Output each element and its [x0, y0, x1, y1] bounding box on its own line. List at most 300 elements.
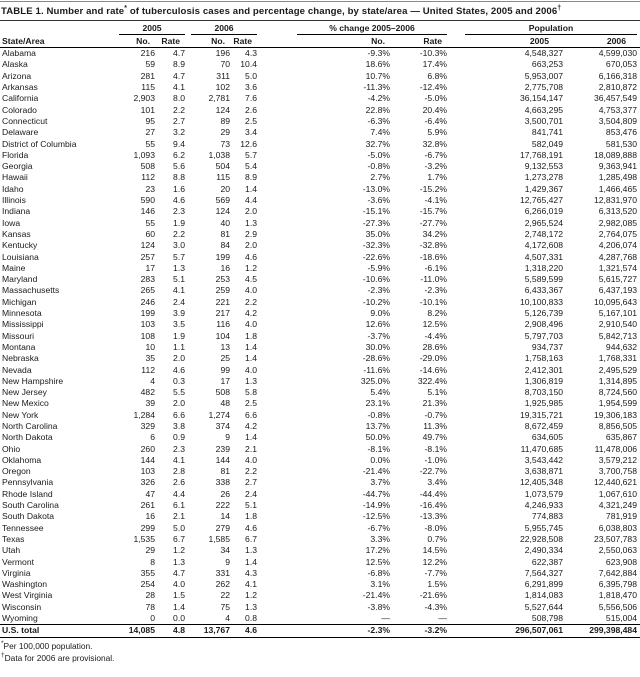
state-cell: Texas: [2, 533, 25, 544]
value-cell: 4.6: [245, 251, 257, 262]
table-row: [0, 421, 640, 432]
value-cell: -7.7%: [424, 567, 447, 578]
state-cell: Delaware: [2, 127, 39, 138]
value-cell: 3.7%: [370, 477, 390, 488]
value-cell: 4,548,327: [524, 48, 563, 59]
value-cell: 95: [145, 115, 155, 126]
col-header-rate-change: Rate: [390, 35, 447, 48]
table-header: [0, 21, 640, 48]
value-cell: 299,398,484: [563, 625, 640, 637]
value-cell: 239: [215, 443, 230, 454]
value-cell: 102: [215, 82, 230, 93]
value-cell: 16: [220, 262, 230, 273]
value-cell: 4.0: [173, 579, 185, 590]
table-row: [0, 127, 640, 138]
table-row: [0, 590, 640, 601]
value-cell: 5.0: [173, 522, 185, 533]
value-cell: 11,478,006: [594, 443, 637, 454]
value-cell: -1.0%: [424, 454, 447, 465]
value-cell: 0.7%: [427, 533, 447, 544]
state-cell: Arkansas: [2, 82, 38, 93]
col-header-no-change: No.: [257, 35, 390, 48]
value-cell: 116: [216, 319, 230, 330]
value-cell: 48: [220, 398, 230, 409]
state-cell: Kentucky: [2, 240, 38, 251]
value-cell: -18.6%: [419, 251, 447, 262]
value-cell: 29: [145, 545, 155, 556]
table-row: [0, 150, 640, 161]
group-header-spacer: [0, 21, 112, 35]
value-cell: 2.0: [245, 206, 257, 217]
state-cell: Nebraska: [2, 353, 39, 364]
value-cell: 14,085: [112, 625, 155, 637]
value-cell: 1,285,498: [598, 172, 637, 183]
value-cell: -8.0%: [424, 522, 447, 533]
state-cell: Pennsylvania: [2, 477, 54, 488]
value-cell: 112: [141, 172, 155, 183]
value-cell: 1,306,819: [524, 375, 563, 386]
state-cell: West Virginia: [2, 590, 53, 601]
value-cell: 4.2: [245, 420, 257, 431]
value-cell: -27.7%: [419, 217, 447, 228]
value-cell: 10,095,643: [593, 296, 637, 307]
value-cell: -6.4%: [424, 115, 447, 126]
value-cell: -3.2%: [424, 161, 447, 172]
state-cell: North Dakota: [2, 432, 53, 443]
value-cell: 217: [215, 308, 230, 319]
value-cell: 515,004: [605, 613, 637, 624]
value-cell: 8: [150, 556, 155, 567]
state-cell: Missouri: [2, 330, 34, 341]
value-cell: 17.2%: [365, 545, 390, 556]
value-cell: 3.9: [173, 308, 185, 319]
value-cell: 75: [220, 601, 230, 612]
value-cell: 9,132,553: [524, 161, 563, 172]
value-cell: 590: [140, 195, 155, 206]
value-cell: 4,206,074: [598, 240, 637, 251]
value-cell: 78: [145, 601, 155, 612]
value-cell: 3.1%: [370, 579, 390, 590]
value-cell: -44.7%: [362, 488, 390, 499]
value-cell: 2.0: [173, 398, 185, 409]
value-cell: 28: [145, 590, 155, 601]
state-cell: U.S. total: [0, 625, 112, 637]
table-row: [0, 489, 640, 500]
footnote-rate-symbol: *: [1, 639, 4, 647]
table-row: [0, 195, 640, 206]
state-cell: Massachusetts: [2, 285, 60, 296]
state-cell: Montana: [2, 341, 36, 352]
value-cell: 1.2: [173, 545, 185, 556]
value-cell: -8.1%: [424, 443, 447, 454]
value-cell: 0.3: [173, 375, 185, 386]
value-cell: -22.7%: [419, 466, 447, 477]
value-cell: —: [381, 613, 390, 624]
value-cell: 1.5%: [427, 579, 447, 590]
value-cell: 0.9: [173, 432, 185, 443]
value-cell: 4.1: [245, 579, 257, 590]
table-row: [0, 613, 640, 625]
value-cell: 338: [215, 477, 230, 488]
value-cell: 4.1: [173, 285, 185, 296]
value-cell: 81: [220, 228, 230, 239]
value-cell: 4.2: [245, 308, 257, 319]
value-cell: 8.8: [173, 172, 185, 183]
value-cell: 2.2: [245, 296, 257, 307]
value-cell: 3,700,758: [598, 466, 637, 477]
table-row: [0, 444, 640, 455]
value-cell: 2.4: [245, 488, 257, 499]
value-cell: 3,579,212: [598, 454, 637, 465]
value-cell: 281: [140, 70, 155, 81]
table-row: [0, 184, 640, 195]
value-cell: -0.8%: [367, 409, 390, 420]
state-cell: Idaho: [2, 183, 24, 194]
value-cell: 634,605: [531, 432, 563, 443]
value-cell: 2.7: [245, 477, 257, 488]
value-cell: 17,768,191: [519, 149, 563, 160]
state-cell: California: [2, 93, 39, 104]
value-cell: 2,412,301: [524, 364, 563, 375]
value-cell: 5,955,745: [524, 522, 563, 533]
value-cell: -2.3%: [424, 285, 447, 296]
value-cell: 1.3: [245, 217, 257, 228]
table-body: [0, 48, 640, 637]
value-cell: 279: [215, 522, 230, 533]
value-cell: 13: [220, 341, 230, 352]
table-row: [0, 229, 640, 240]
value-cell: 4.7: [173, 48, 185, 59]
table-row: [0, 342, 640, 353]
value-cell: 1.6: [173, 183, 185, 194]
value-cell: 7.4%: [370, 127, 390, 138]
value-cell: 1.7%: [427, 172, 447, 183]
value-cell: 4.6: [245, 522, 257, 533]
value-cell: 4: [150, 375, 155, 386]
value-cell: 2.6: [173, 477, 185, 488]
state-cell: Alabama: [2, 48, 36, 59]
value-cell: 0.0%: [370, 454, 390, 465]
value-cell: 6,266,019: [524, 206, 563, 217]
value-cell: 10.4: [240, 59, 257, 70]
value-cell: -4.1%: [424, 195, 447, 206]
table-row: [0, 240, 640, 251]
value-cell: 670,053: [605, 59, 637, 70]
value-cell: 1,318,220: [524, 262, 563, 273]
value-cell: 4.4: [245, 195, 257, 206]
value-cell: 622,387: [531, 556, 563, 567]
value-cell: 34.2%: [422, 228, 447, 239]
state-cell: New Jersey: [2, 387, 47, 398]
value-cell: 12.6: [240, 138, 257, 149]
value-cell: 5.5: [173, 387, 185, 398]
value-cell: 5,527,644: [524, 601, 563, 612]
value-cell: 13,767: [185, 625, 230, 637]
table-row: [0, 71, 640, 82]
table-row: [0, 308, 640, 319]
value-cell: 5.1: [245, 500, 257, 511]
state-cell: Hawaii: [2, 172, 28, 183]
table-row: [0, 523, 640, 534]
state-cell: New Hampshire: [2, 375, 64, 386]
value-cell: -15.7%: [419, 206, 447, 217]
value-cell: 4.6: [173, 364, 185, 375]
value-cell: 20: [220, 183, 230, 194]
value-cell: 3.2: [173, 127, 185, 138]
value-cell: -6.1%: [424, 262, 447, 273]
state-cell: South Carolina: [2, 500, 59, 511]
table-row: [0, 568, 640, 579]
value-cell: 115: [216, 172, 230, 183]
value-cell: 4: [225, 613, 230, 624]
value-cell: 4,172,608: [524, 240, 563, 251]
table-row: [0, 116, 640, 127]
value-cell: 11,470,685: [520, 443, 563, 454]
value-cell: 99: [220, 364, 230, 375]
value-cell: 124: [215, 206, 230, 217]
value-cell: 4.7: [173, 70, 185, 81]
footnote-rate-text: Per 100,000 population.: [3, 640, 93, 651]
value-cell: 35: [145, 353, 155, 364]
value-cell: 112: [141, 364, 155, 375]
value-cell: 5,167,101: [598, 308, 637, 319]
value-cell: 569: [215, 195, 230, 206]
value-cell: 103: [140, 466, 155, 477]
value-cell: 6,313,520: [598, 206, 637, 217]
value-cell: 6,437,193: [598, 285, 637, 296]
value-cell: 3.0: [173, 240, 185, 251]
value-cell: 322.4%: [417, 375, 447, 386]
value-cell: -16.4%: [419, 500, 447, 511]
value-cell: -4.4%: [424, 330, 447, 341]
value-cell: 6,395,798: [598, 579, 637, 590]
state-cell: Indiana: [2, 206, 31, 217]
col-header-rate-2006: Rate: [230, 35, 257, 48]
value-cell: 22,928,508: [519, 533, 563, 544]
value-cell: -11.3%: [363, 82, 390, 93]
value-cell: 1.3: [173, 556, 185, 567]
table-row: [0, 466, 640, 477]
value-cell: -5.0%: [424, 93, 447, 104]
value-cell: 2.3: [173, 443, 185, 454]
col-header-no-2005: No.: [112, 35, 155, 48]
value-cell: 1,758,163: [524, 353, 563, 364]
value-cell: -2.3%: [257, 625, 390, 637]
col-header-no-2006: No.: [185, 35, 230, 48]
value-cell: 329: [140, 420, 155, 431]
value-cell: 23,507,783: [593, 533, 637, 544]
table-row: [0, 455, 640, 466]
value-cell: 4,663,295: [524, 104, 563, 115]
value-cell: 1,038: [208, 149, 230, 160]
value-cell: -32.8%: [419, 240, 447, 251]
value-cell: 1,954,599: [598, 398, 637, 409]
value-cell: -10.2%: [362, 296, 390, 307]
value-cell: 5,615,727: [598, 274, 637, 285]
value-cell: 124: [215, 104, 230, 115]
table-title: [0, 1, 640, 21]
value-cell: 4.6: [173, 195, 185, 206]
value-cell: 16: [145, 511, 155, 522]
value-cell: 30.0%: [365, 341, 390, 352]
value-cell: 0.8: [245, 613, 257, 624]
value-cell: 1,067,610: [598, 488, 637, 499]
table-row: [0, 500, 640, 511]
group-header-2006: 2006: [185, 21, 257, 35]
value-cell: 663,253: [531, 59, 563, 70]
value-cell: 2.5: [245, 398, 257, 409]
value-cell: -13.3%: [419, 511, 447, 522]
state-cell: South Dakota: [2, 511, 55, 522]
value-cell: 10.7%: [365, 70, 390, 81]
col-header-pop-2006: 2006: [563, 35, 640, 48]
value-cell: 59: [145, 59, 155, 70]
value-cell: 144: [140, 454, 155, 465]
value-cell: 9,363,941: [598, 161, 637, 172]
table-row: [0, 48, 640, 60]
state-cell: Alaska: [2, 59, 28, 70]
value-cell: 8,724,560: [598, 387, 637, 398]
state-cell: New Mexico: [2, 398, 49, 409]
value-cell: 3.4%: [427, 477, 447, 488]
table-row: [0, 105, 640, 116]
value-cell: 108: [140, 330, 155, 341]
value-cell: 2,781: [208, 93, 230, 104]
footnotes: [0, 638, 640, 664]
table-row: [0, 285, 640, 296]
state-cell: Louisiana: [2, 251, 39, 262]
value-cell: -0.8%: [367, 161, 390, 172]
value-cell: 5.7: [245, 149, 257, 160]
value-cell: -27.3%: [362, 217, 390, 228]
value-cell: 49.7%: [422, 432, 447, 443]
value-cell: 8.9: [173, 59, 185, 70]
value-cell: -12.4%: [419, 82, 447, 93]
state-cell: New York: [2, 409, 39, 420]
value-cell: 781,919: [605, 511, 637, 522]
table-row: [0, 218, 640, 229]
group-header-population: Population: [447, 21, 640, 35]
value-cell: 2.7: [173, 115, 185, 126]
value-cell: 20.4%: [422, 104, 447, 115]
value-cell: 6,433,367: [524, 285, 563, 296]
value-cell: -22.6%: [362, 251, 390, 262]
value-cell: -4.3%: [424, 601, 447, 612]
value-cell: 14: [220, 511, 230, 522]
group-header-pct-change: % change 2005–2006: [257, 21, 447, 35]
table-row: [0, 252, 640, 263]
value-cell: 260: [140, 443, 155, 454]
value-cell: 13.7%: [365, 420, 390, 431]
value-cell: 6.7: [245, 533, 257, 544]
value-cell: 6,291,899: [524, 579, 563, 590]
value-cell: —: [438, 613, 447, 624]
value-cell: 199: [215, 251, 230, 262]
state-cell: Virginia: [2, 567, 31, 578]
value-cell: -29.0%: [419, 353, 447, 364]
value-cell: 5.6: [173, 161, 185, 172]
value-cell: 21.3%: [422, 398, 447, 409]
rate-footnote-marker: *: [124, 5, 128, 12]
table-row: [0, 376, 640, 387]
value-cell: -10.6%: [362, 274, 390, 285]
value-cell: 6.1: [173, 500, 185, 511]
value-cell: 1,814,083: [524, 590, 563, 601]
value-cell: 1,768,331: [598, 353, 637, 364]
provisional-footnote-marker: †: [557, 5, 562, 12]
value-cell: 2,810,872: [598, 82, 637, 93]
state-cell: Michigan: [2, 296, 37, 307]
footnote-rate: [1, 639, 640, 651]
value-cell: -3.6%: [367, 195, 390, 206]
value-cell: -44.4%: [419, 488, 447, 499]
value-cell: 55: [145, 217, 155, 228]
value-cell: 5,797,703: [524, 330, 563, 341]
value-cell: 4,753,377: [598, 104, 637, 115]
value-cell: 28.6%: [422, 341, 447, 352]
value-cell: 1,429,367: [524, 183, 563, 194]
table-row: [0, 353, 640, 364]
value-cell: 2,903: [133, 93, 155, 104]
footnote-provisional: [1, 651, 640, 663]
value-cell: 216: [140, 48, 155, 59]
value-cell: -2.3%: [367, 285, 390, 296]
value-cell: 2.1: [245, 443, 257, 454]
value-cell: 5.0: [245, 70, 257, 81]
value-cell: 32.7%: [365, 138, 390, 149]
value-cell: 2,764,075: [598, 228, 637, 239]
value-cell: -14.9%: [362, 500, 390, 511]
table-row: [0, 432, 640, 443]
state-cell: Wisconsin: [2, 601, 42, 612]
value-cell: 1.2: [245, 590, 257, 601]
table-row: [0, 365, 640, 376]
value-cell: 221: [215, 296, 230, 307]
value-cell: -3.2%: [390, 625, 447, 637]
value-cell: 124: [140, 240, 155, 251]
value-cell: 89: [220, 115, 230, 126]
value-cell: 6: [150, 432, 155, 443]
value-cell: -21.4%: [362, 590, 390, 601]
table-title-text-2: of tuberculosis cases and percentage change, by state/area — United States, 2005 and 2006: [127, 6, 558, 18]
value-cell: -11.0%: [420, 274, 447, 285]
value-cell: 3.4: [245, 127, 257, 138]
value-cell: 146: [140, 206, 155, 217]
value-cell: 6.8%: [427, 70, 447, 81]
value-cell: 2.4: [173, 296, 185, 307]
value-cell: -10.1%: [419, 296, 447, 307]
value-cell: 144: [215, 454, 230, 465]
value-cell: 2,982,085: [598, 217, 637, 228]
footnote-provisional-symbol: †: [1, 651, 5, 659]
value-cell: 2,965,524: [524, 217, 563, 228]
value-cell: 2.1: [173, 511, 185, 522]
value-cell: 17: [145, 262, 155, 273]
table-row: [0, 477, 640, 488]
value-cell: 5,953,007: [524, 70, 563, 81]
table-row: [0, 557, 640, 568]
group-header-row: [0, 21, 640, 35]
value-cell: 7.6: [245, 93, 257, 104]
value-cell: 12,831,970: [593, 195, 637, 206]
value-cell: 22.8%: [365, 104, 390, 115]
table-row: [0, 579, 640, 590]
value-cell: 4.3: [245, 48, 257, 59]
value-cell: 934,737: [531, 341, 563, 352]
state-cell: Utah: [2, 545, 21, 556]
value-cell: 265: [140, 285, 155, 296]
value-cell: 4.1: [173, 82, 185, 93]
